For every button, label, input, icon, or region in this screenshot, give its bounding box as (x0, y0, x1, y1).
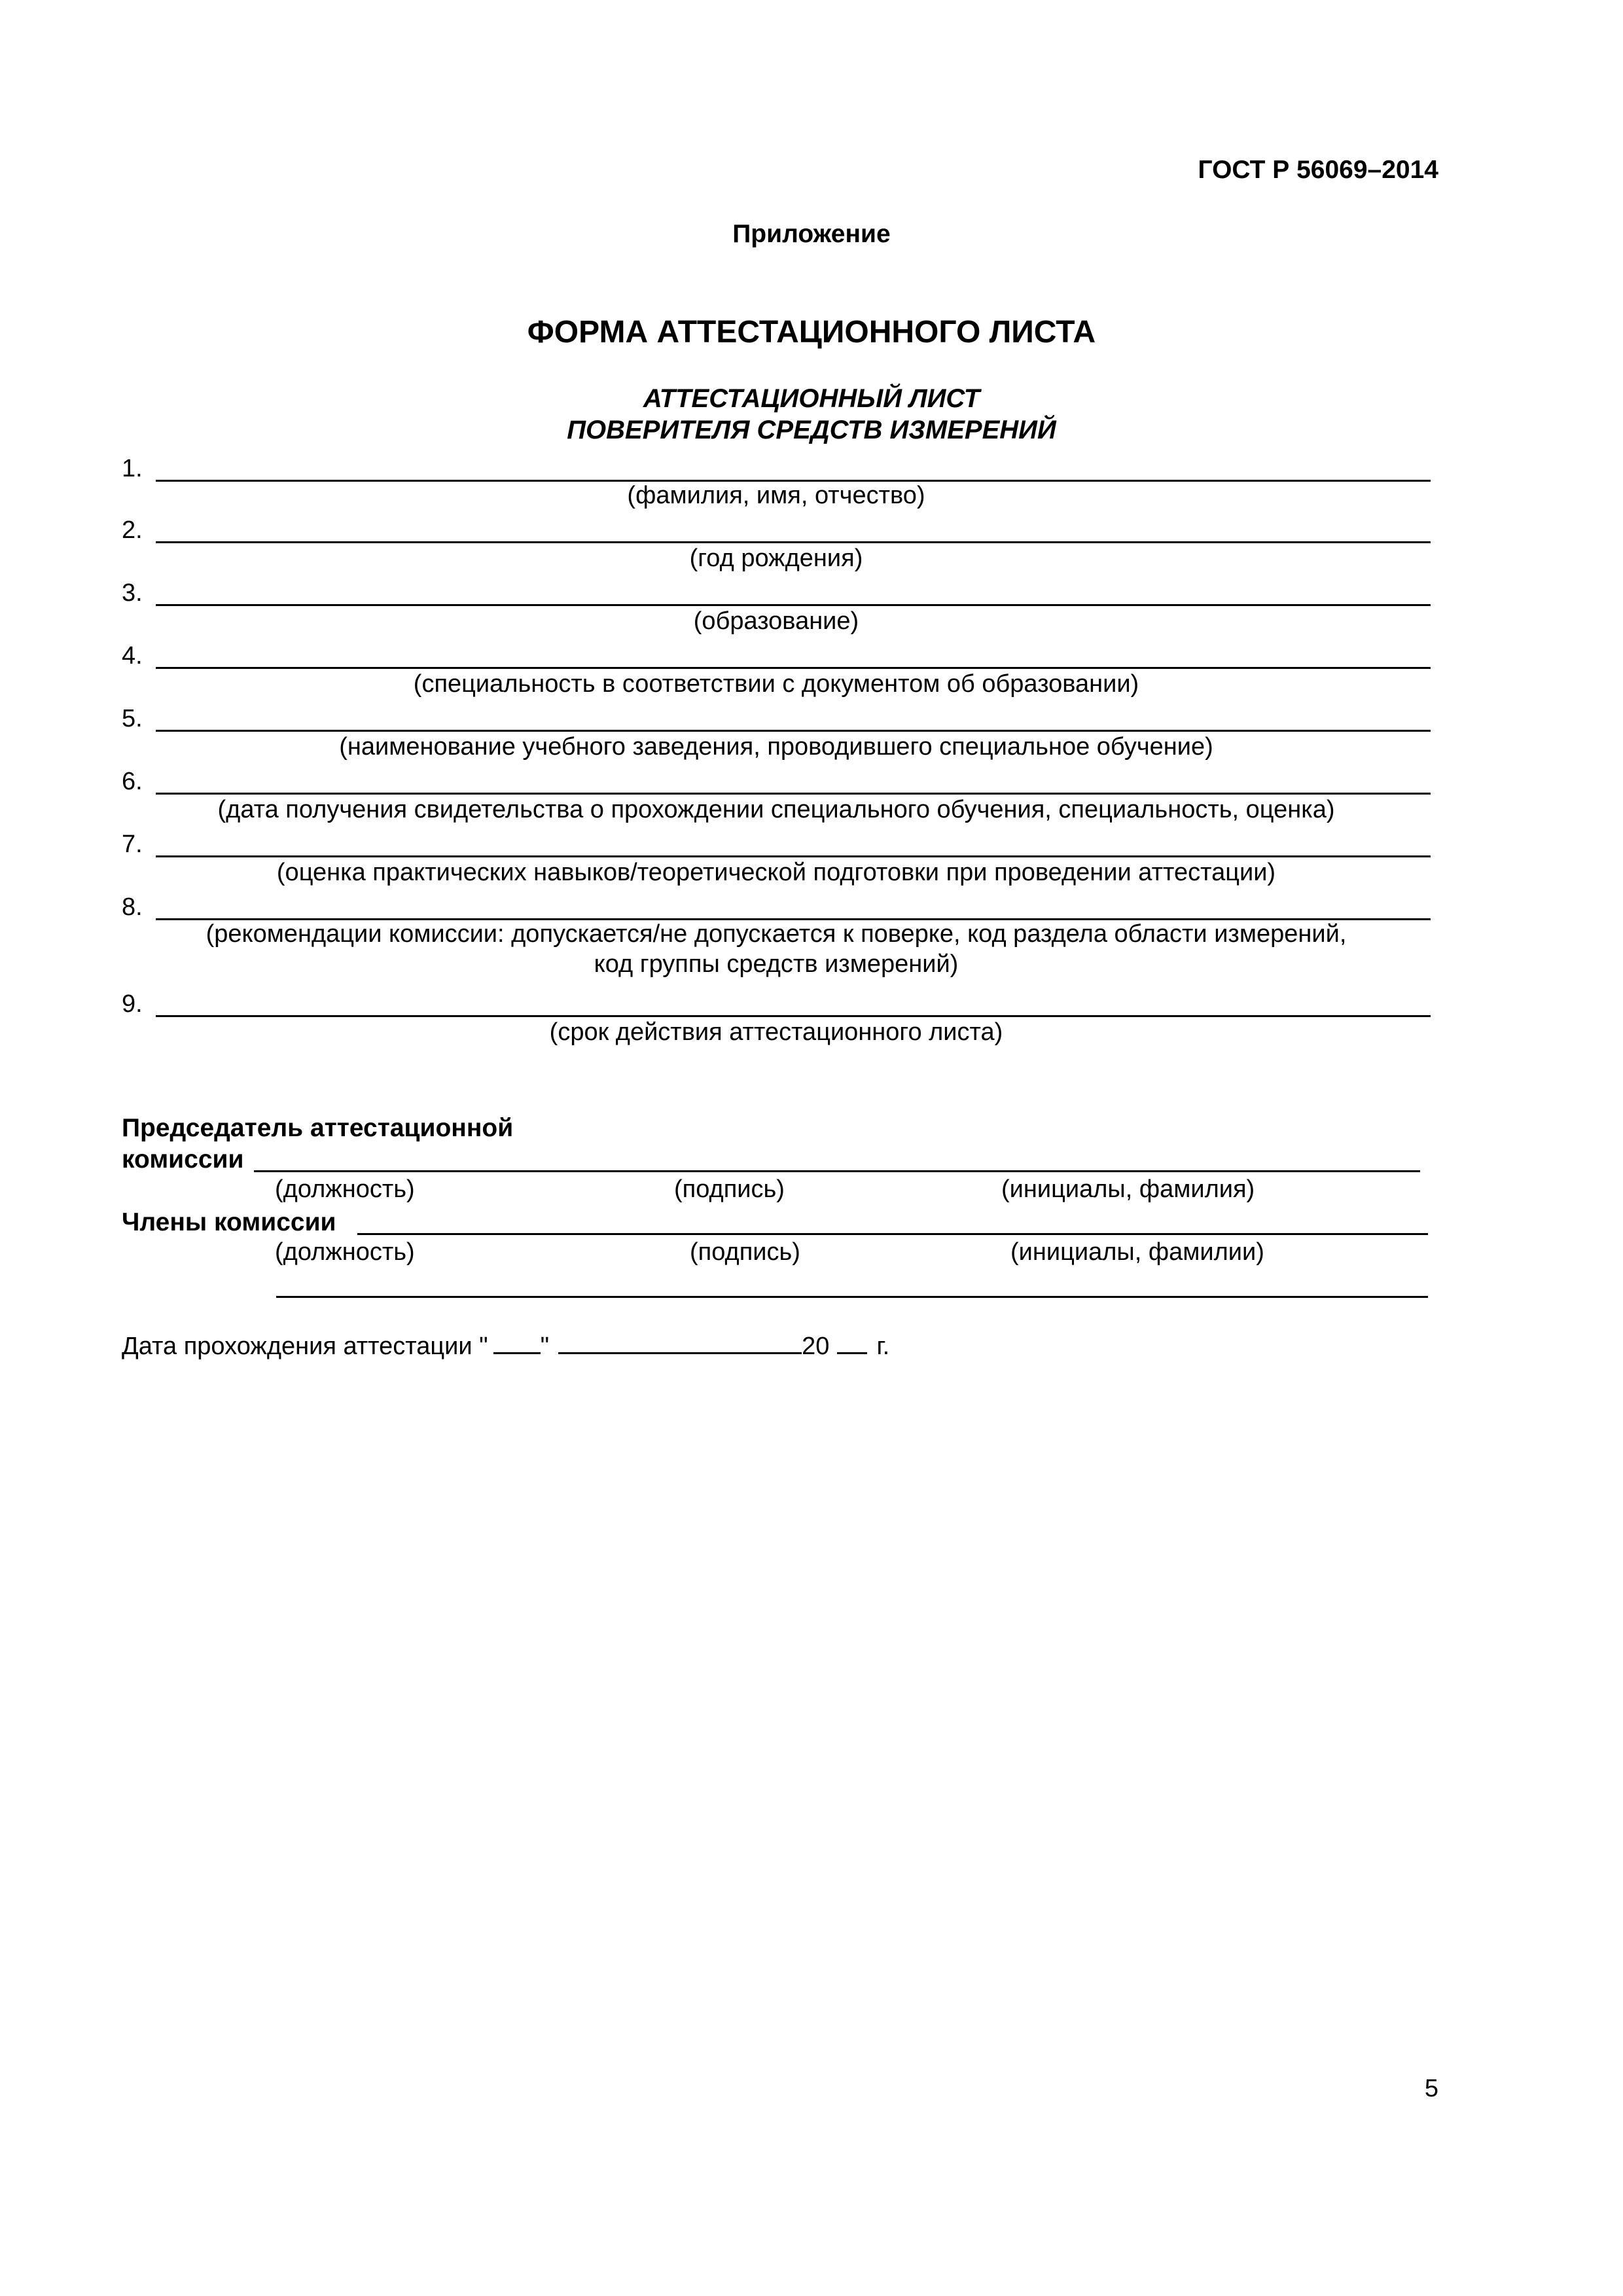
page-number: 5 (1424, 2075, 1438, 2102)
field-caption: (специальность в соответствии с документом об образовании) (413, 670, 1139, 698)
field-1[interactable] (122, 450, 1431, 483)
document-code: ГОСТ Р 56069–2014 (1198, 156, 1438, 184)
members-position-label: (должность) (275, 1238, 415, 1266)
chairman-fill-line[interactable] (254, 1170, 1420, 1172)
field-number: 7. (122, 831, 143, 858)
members-fill-line[interactable] (357, 1233, 1428, 1235)
members-extra-fill-line[interactable] (276, 1296, 1428, 1298)
form-title-line-1: АТТЕСТАЦИОННЫЙ ЛИСТ (643, 384, 980, 413)
field-caption: (оценка практических навыков/теоретической подготовки при проведении аттестации) (276, 859, 1276, 886)
field-caption: (образование) (693, 607, 859, 635)
field-number: 2. (122, 516, 143, 544)
field-number: 9. (122, 990, 143, 1018)
field-4[interactable] (122, 637, 1431, 670)
members-signature-label: (подпись) (690, 1238, 800, 1266)
field-7[interactable] (122, 826, 1431, 859)
year-suffix: г. (876, 1333, 890, 1360)
chairman-label-line-1: Председатель аттестационной (122, 1114, 514, 1142)
field-number: 1. (122, 455, 143, 482)
field-number: 3. (122, 579, 143, 607)
page-title: ФОРМА АТТЕСТАЦИОННОГО ЛИСТА (527, 315, 1096, 350)
field-2[interactable] (122, 512, 1431, 545)
field-caption: (дата получения свидетельства о прохождении специального обучения, специальность, оценка) (217, 796, 1335, 823)
field-caption: (рекомендации комиссии: допускается/не допускается к поверке, код раздела области измерений, (205, 920, 1347, 948)
field-caption: (наименование учебного заведения, проводившего специальное обучение) (339, 733, 1213, 761)
field-number: 8. (122, 893, 143, 921)
members-name-label: (инициалы, фамилии) (1010, 1238, 1264, 1266)
field-8[interactable] (122, 889, 1431, 922)
field-3[interactable] (122, 575, 1431, 607)
chairman-name-label: (инициалы, фамилия) (1001, 1175, 1255, 1203)
date-prefix: Дата прохождения аттестации " (122, 1333, 488, 1360)
field-caption: (срок действия аттестационного листа) (549, 1018, 1003, 1046)
field-5[interactable] (122, 700, 1431, 733)
field-6[interactable] (122, 763, 1431, 796)
field-number: 6. (122, 768, 143, 795)
chairman-position-label: (должность) (275, 1175, 415, 1203)
chairman-label-line-2: комиссии (122, 1145, 244, 1174)
field-caption-continued: код группы средств измерений) (594, 950, 959, 978)
form-title-line-2: ПОВЕРИТЕЛЯ СРЕДСТВ ИЗМЕРЕНИЙ (567, 416, 1056, 444)
field-number: 5. (122, 705, 143, 732)
chairman-signature-label: (подпись) (674, 1175, 785, 1203)
date-quote-close: " (540, 1333, 550, 1360)
members-label: Члены комиссии (122, 1208, 336, 1236)
year-blank[interactable] (837, 1333, 867, 1354)
field-caption: (фамилия, имя, отчество) (627, 482, 925, 509)
form-title (0, 383, 1623, 446)
annex-label: Приложение (732, 220, 891, 248)
attestation-date (122, 1333, 889, 1361)
field-9[interactable] (122, 986, 1431, 1018)
month-blank[interactable] (558, 1333, 802, 1354)
day-blank[interactable] (493, 1333, 541, 1354)
field-caption: (год рождения) (689, 545, 863, 572)
field-number: 4. (122, 642, 143, 670)
year-prefix: 20 (802, 1333, 830, 1360)
